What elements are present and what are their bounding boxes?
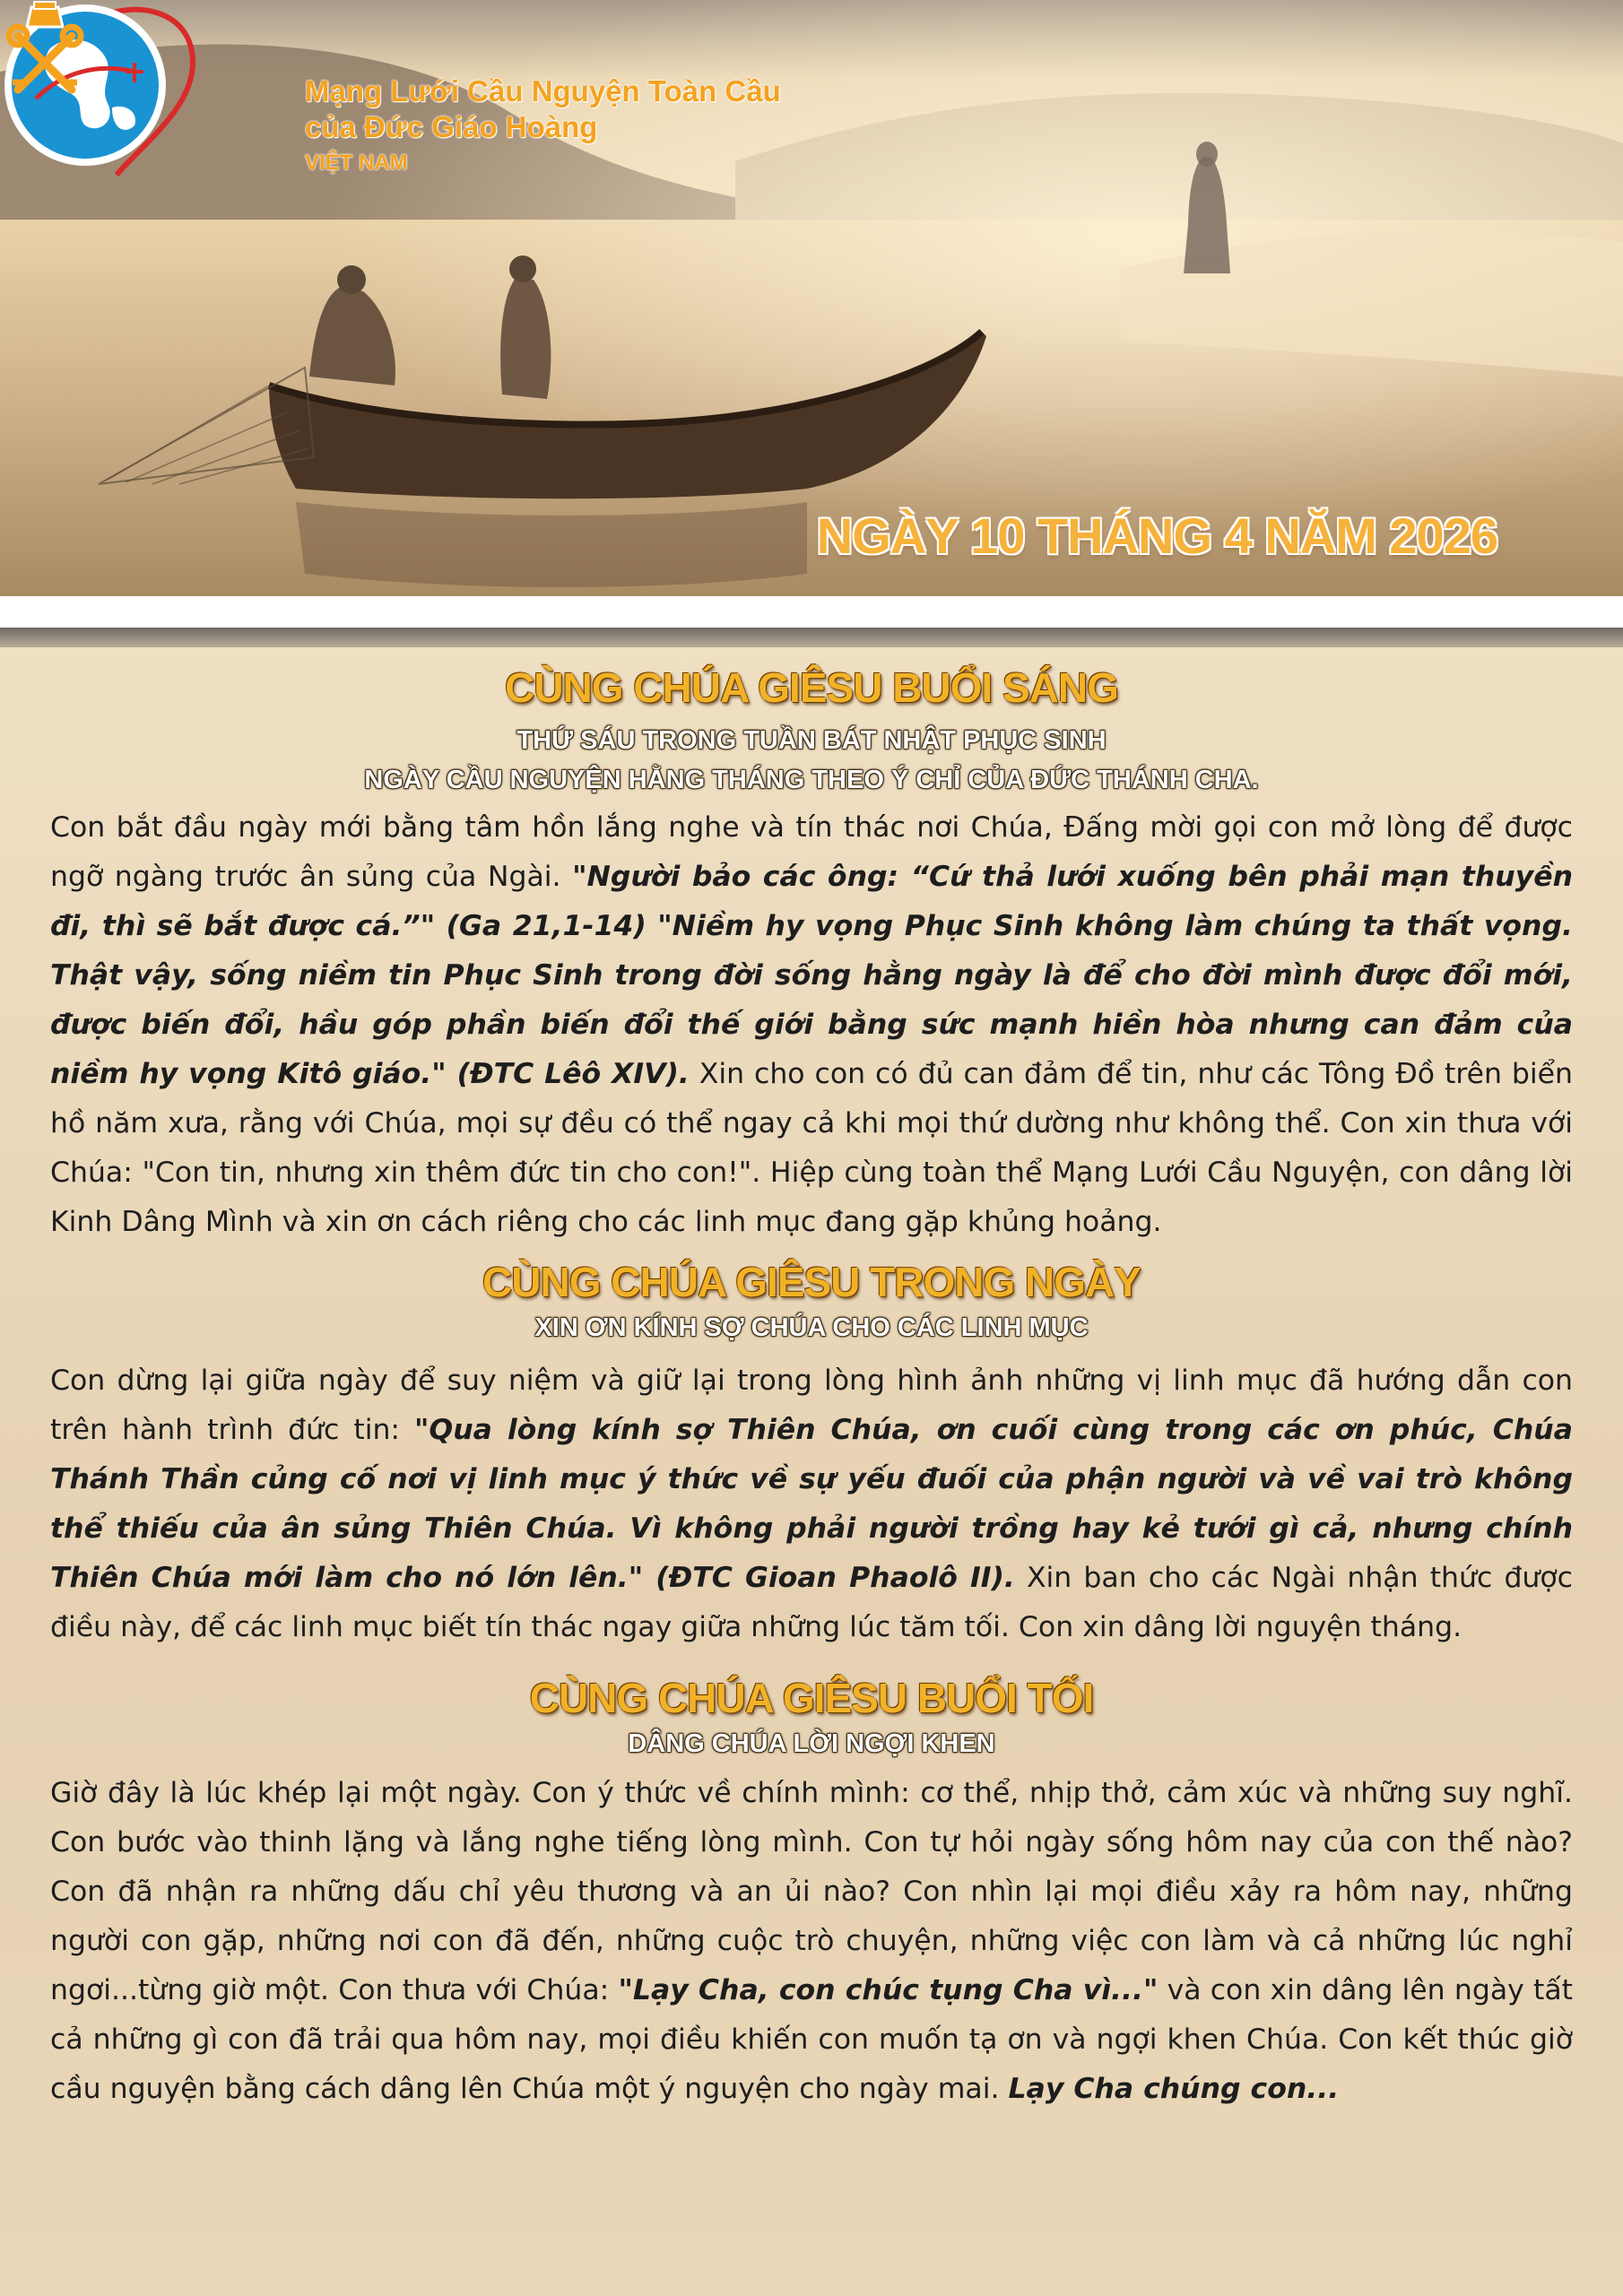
evening-section bbox=[0, 1672, 1623, 2114]
organization-name bbox=[305, 74, 781, 176]
morning-subtitle-1: THỨ SÁU TRONG TUẦN BÁT NHẬT PHỤC SINH bbox=[516, 726, 1107, 755]
org-name-line2: của Đức Giáo Hoàng bbox=[305, 110, 598, 143]
morning-text-2: Xin cho con có đủ can đảm để tin, như các Tông Đồ trên biển hồ năm xưa, rằng với Chúa, mọi sự đều có thể ngay cả khi mọi thứ dường như không thể. Con xin thưa với Chúa: "Con tin, nhưng xin thêm đức tin cho con!". Hiệp cùng toàn thể Mạng Lưới Cầu Nguyện, con dâng lời Kinh Dâng Mình và xin ơn cách riêng cho các linh mục đang gặp khủng hoảng. bbox=[50, 1058, 1573, 1238]
evening-text-1: Giờ đây là lúc khép lại một ngày. Con ý thức về chính mình: cơ thể, nhịp thở, cảm xúc và những suy nghĩ. Con bước vào thinh lặng và lắng nghe tiếng lòng mình. Con tự hỏi ngày sống hôm nay của con thế nào? Con đã nhận ra những dấu chỉ yêu thương và an ủi nào? Con nhìn lại mọi điều xảy ra hôm nay, những người con gặp, những nơi con đã đến, những cuộc trò chuyện, những việc con làm và cả những lúc nghỉ ngơi...từng giờ một. Con thưa với Chúa: bbox=[50, 1777, 1573, 2006]
evening-quote-1: "Lạy Cha, con chúc tụng Cha vì..." bbox=[618, 1974, 1159, 2006]
day-paragraph bbox=[50, 1356, 1573, 1652]
evening-quote-2: Lạy Cha chúng con... bbox=[1008, 2073, 1340, 2105]
day-text-2: Xin ban cho các Ngài nhận thức được điều này, để các linh mục biết tín thác ngay giữa những lúc tăm tối. Con xin dâng lời nguyện tháng. bbox=[50, 1562, 1573, 1643]
evening-text-2: và con xin dâng lên ngày tất cả những gì con đã trải qua hôm nay, mọi điều khiến con muốn tạ ơn và ngợi khen Chúa. Con kết thúc giờ cầu nguyện bằng cách dâng lên Chúa một ý nguyện cho ngày mai. bbox=[50, 1974, 1573, 2105]
day-subtitle: XIN ƠN KÍNH SỢ CHÚA CHO CÁC LINH MỤC bbox=[534, 1313, 1089, 1342]
evening-paragraph bbox=[50, 1769, 1573, 2114]
org-country: VIỆT NAM bbox=[305, 151, 408, 175]
morning-text-1: Con bắt đầu ngày mới bằng tâm hồn lắng nghe và tín thác nơi Chúa, Đấng mời gọi con mở lòng để được ngỡ ngàng trước ân sủng của Ngài. bbox=[50, 811, 1573, 893]
day-section bbox=[0, 1256, 1623, 1652]
evening-subtitle: DÂNG CHÚA LỜI NGỢI KHEN bbox=[628, 1729, 995, 1758]
content bbox=[0, 647, 1623, 2114]
morning-subtitle-2: NGÀY CẦU NGUYỆN HẰNG THÁNG THEO Ý CHỈ CỦA ĐỨC THÁNH CHA. bbox=[364, 766, 1259, 794]
divider-shade bbox=[0, 628, 1623, 647]
morning-paragraph bbox=[50, 803, 1573, 1247]
date-heading: NGÀY 10 THÁNG 4 NĂM 2026 bbox=[816, 507, 1497, 564]
header-photo bbox=[0, 0, 1623, 596]
morning-title: CÙNG CHÚA GIÊSU BUỔI SÁNG bbox=[505, 664, 1118, 711]
day-text-1: Con dừng lại giữa ngày để suy niệm và giữ lại trong lòng hình ảnh những vị linh mục đã hướng dẫn con trên hành trình đức tin: bbox=[50, 1365, 1573, 1446]
morning-section bbox=[0, 662, 1623, 1247]
day-quote: "Qua lòng kính sợ Thiên Chúa, ơn cuối cùng trong các ơn phúc, Chúa Thánh Thần củng cố nơi vị linh mục ý thức về sự yếu đuối của phận người và về vai trò không thể thiếu của ân sủng Thiên Chúa. Vì không phải người trồng hay kẻ tưới gì cả, nhưng chính Thiên Chúa mới làm cho nó lớn lên." (ĐTC Gioan Phaolô II). bbox=[50, 1414, 1573, 1594]
day-title: CÙNG CHÚA GIÊSU TRONG NGÀY bbox=[482, 1259, 1141, 1305]
org-name-line1: Mạng Lưới Cầu Nguyện Toàn Cầu bbox=[305, 74, 781, 108]
divider-white bbox=[0, 596, 1623, 628]
morning-quote: "Người bảo các ông: “Cứ thả lưới xuống bên phải mạn thuyền đi, thì sẽ bắt được cá.”" (Ga 21,1-14) "Niềm hy vọng Phục Sinh không làm chúng ta thất vọng. Thật vậy, sống niềm tin Phục Sinh trong đời sống hằng ngày là để cho đời mình được đổi mới, được biến đổi, hầu góp phần biến đổi thế giới bằng sức mạnh hiền hòa nhưng can đảm của niềm hy vọng Kitô giáo." (ĐTC Lêô XIV). bbox=[50, 861, 1574, 1090]
evening-title: CÙNG CHÚA GIÊSU BUỔI TỐI bbox=[529, 1675, 1094, 1721]
papal-keys-crest-icon bbox=[0, 0, 90, 99]
